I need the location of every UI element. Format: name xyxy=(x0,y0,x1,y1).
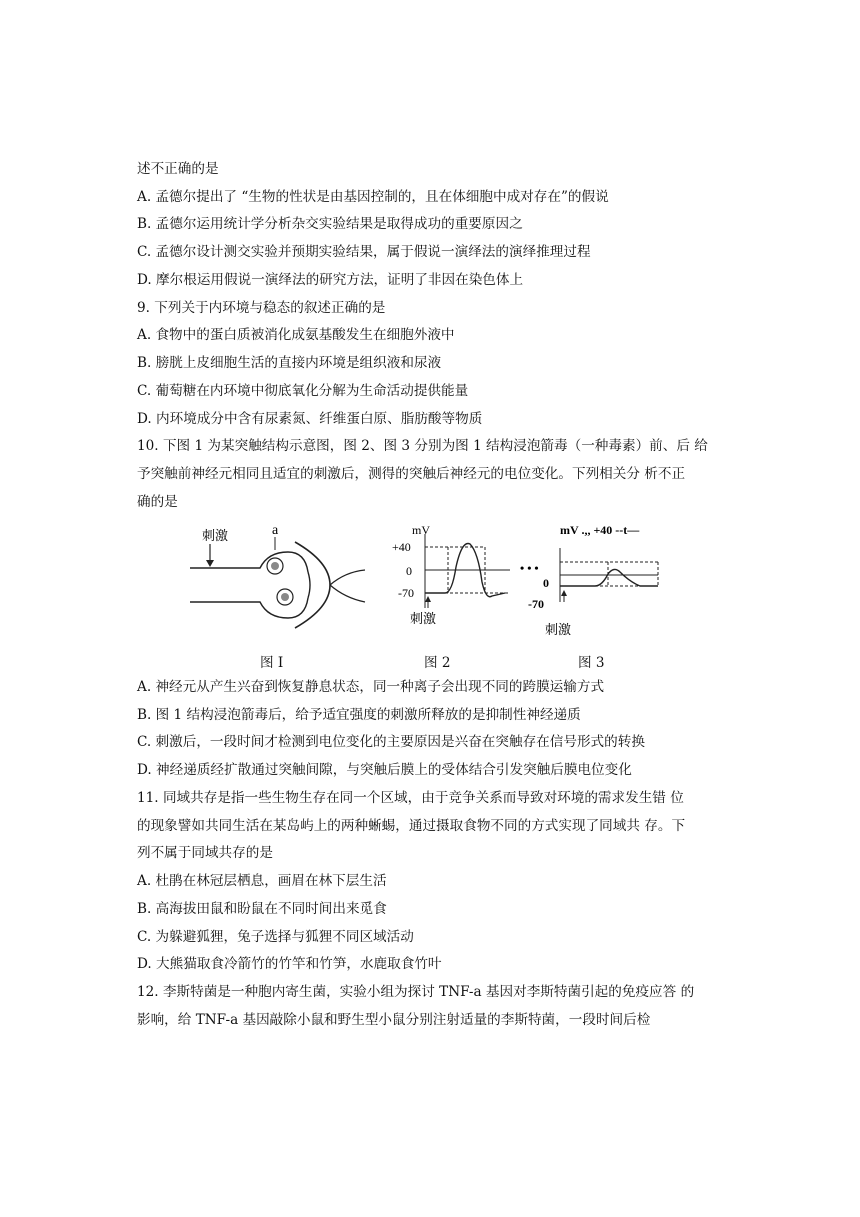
caption-figure-2: 图 2 xyxy=(424,655,451,671)
fig3-dots: • • • xyxy=(520,561,539,575)
option-c: C. 为躲避狐狸，兔子选择与狐狸不同区域活动 xyxy=(137,929,414,945)
figure-1-synapse xyxy=(190,523,365,628)
option-b: B. 孟德尔运用统计学分析杂交实验结果是取得成功的重要原因之 xyxy=(137,216,523,232)
figure-3-graph xyxy=(520,523,658,637)
option-a: A. 神经元从产生兴奋到恢复静息状态，同一种离子会出现不同的跨膜运输方式 xyxy=(137,679,605,695)
fig3-stimulus-label: 刺激 xyxy=(545,622,572,637)
caption-figure-3: 图 3 xyxy=(578,655,605,671)
option-a: A. 食物中的蛋白质被消化成氨基酸发生在细胞外液中 xyxy=(137,327,455,343)
caption-figure-1: 图 I xyxy=(260,655,284,671)
fig2-unit: mV xyxy=(412,523,430,537)
question-11: 11. 同域共存是指一些生物生存在同一个区域，由于竞争关系而导致对环境的需求发生错 位 xyxy=(137,790,684,806)
option-d: D. 摩尔根运用假说一演绎法的研究方法，证明了非因在染色体上 xyxy=(137,272,524,288)
text-line: 影响，给 TNF-a 基因敲除小鼠和野生型小鼠分别注射适量的李斯特菌，一段时间后检 xyxy=(137,1012,651,1028)
fig1-a-label: a xyxy=(272,523,279,538)
question-12: 12. 李斯特菌是一种胞内寄生菌，实验小组为探讨 TNF-a 基因对李斯特菌引起的免疫应答 的 xyxy=(137,984,695,1000)
option-b: B. 图 1 结构浸泡箭毒后，给予适宜强度的刺激所释放的是抑制性神经递质 xyxy=(137,707,581,723)
option-c: C. 刺激后，一段时间才检测到电位变化的主要原因是兴奋在突触存在信号形式的转换 xyxy=(137,734,645,750)
fig3-tick-70: -70 xyxy=(528,597,544,611)
option-c: C. 葡萄糖在内环境中彻底氧化分解为生命活动提供能量 xyxy=(137,383,469,399)
option-a: A. 孟德尔提出了 “生物的性状是由基因控制的，且在体细胞中成对存在”的假说 xyxy=(137,189,609,205)
fig3-header: mV .,, +40 --t— xyxy=(560,523,640,537)
fig2-tick-70: -70 xyxy=(398,586,414,600)
fig1-stimulus-label: 刺激 xyxy=(202,528,229,543)
text-line: 述不正确的是 xyxy=(137,161,219,177)
fig3-tick-0: 0 xyxy=(543,576,549,590)
question-10: 10. 下图 1 为某突触结构示意图，图 2、图 3 分别为图 1 结构浸泡箭毒（一种毒素）前、后 给 xyxy=(137,438,708,454)
fig2-tick-0: 0 xyxy=(406,564,412,578)
text-line: 的现象譬如共同生活在某岛屿上的两种蜥蜴，通过摄取食物不同的方式实现了同域共 存。下 xyxy=(137,818,686,834)
fig2-tick-40: +40 xyxy=(392,540,411,554)
option-a: A. 杜鹃在林冠层栖息，画眉在林下层生活 xyxy=(137,873,387,889)
option-b: B. 高海拔田鼠和盼鼠在不同时间出来觅食 xyxy=(137,901,387,917)
option-d: D. 神经递质经扩散通过突触间隙，与突触后膜上的受体结合引发突触后膜电位变化 xyxy=(137,762,632,778)
question-9: 9. 下列关于内环境与稳态的叙述正确的是 xyxy=(137,300,386,316)
option-c: C. 孟德尔设计测交实验并预期实验结果，属于假说一演绎法的演绎推理过程 xyxy=(137,244,591,260)
synapse-figures xyxy=(180,512,700,662)
text-line: 确的是 xyxy=(137,494,178,510)
figure-2-graph xyxy=(392,523,510,626)
option-d: D. 大熊猫取食冷箭竹的竹竿和竹笋，水鹿取食竹叶 xyxy=(137,956,442,972)
option-d: D. 内环境成分中含有尿素氮、纤维蛋白原、脂肪酸等物质 xyxy=(137,411,483,427)
text-line: 列不属于同域共存的是 xyxy=(137,845,273,861)
text-line: 予突触前神经元相同且适宜的刺激后，测得的突触后神经元的电位变化。下列相关分 析不正 xyxy=(137,466,686,482)
option-b: B. 膀胱上皮细胞生活的直接内环境是组织液和尿液 xyxy=(137,355,442,371)
fig2-stimulus-label: 刺激 xyxy=(410,611,437,626)
